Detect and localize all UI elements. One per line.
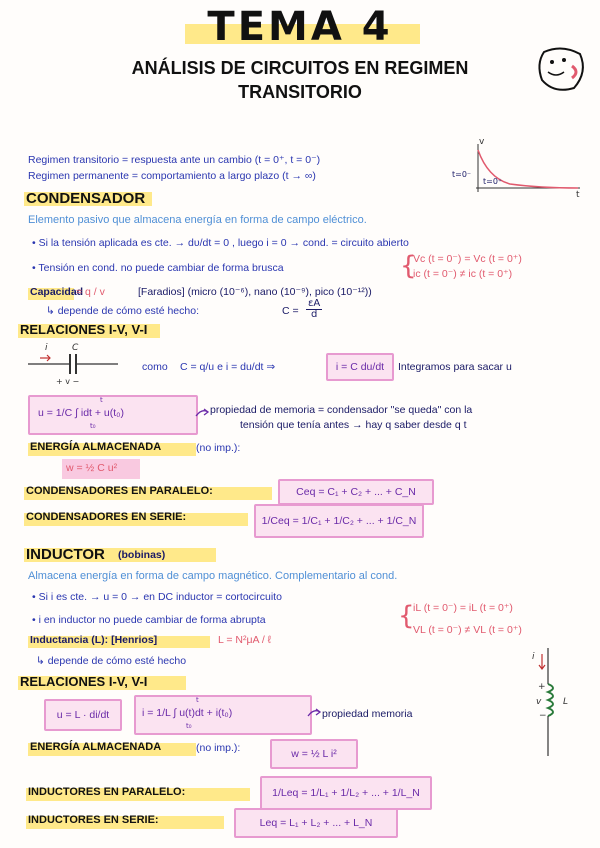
cap-depends: ↳ depende de cómo esté hecho: bbox=[46, 305, 199, 317]
doodle-face-icon bbox=[534, 42, 590, 98]
ind-rel-heading: RELACIONES I-V, V-I bbox=[20, 674, 148, 689]
ind-circuit-minus: − bbox=[539, 711, 547, 721]
ind-inductance-label: Inductancia (L): [Henrios] bbox=[30, 634, 158, 646]
cond-u-formula: u = 1/C ∫ idt + u(t₀) bbox=[38, 407, 125, 419]
ind-i-formula: i = 1/L ∫ u(t)dt + i(t₀) bbox=[142, 707, 233, 719]
intro-permanente: Regimen permanente = comportamiento a largo plazo (t → ∞) bbox=[28, 170, 316, 182]
cond-rel-heading: RELACIONES I-V, V-I bbox=[20, 322, 148, 337]
ind-depends: ↳ depende de cómo esté hecho bbox=[36, 655, 187, 667]
cond-memory-1: propiedad de memoria = condensador "se queda" con la bbox=[210, 404, 473, 416]
cap-formula-numerator: εA bbox=[308, 298, 321, 309]
ind-i-limit-bottom: t₀ bbox=[186, 722, 192, 730]
cond-continuity-i: ic (t = 0⁻) ≠ ic (t = 0⁺) bbox=[413, 268, 513, 280]
ind-circuit-l: L bbox=[563, 697, 569, 707]
cap-label: Capacidad bbox=[30, 286, 84, 298]
cond-ser-eq: 1/Ceq = 1/C₁ + 1/C₂ + ... + 1/C_N bbox=[254, 504, 424, 538]
ind-i-limit-top: t bbox=[196, 696, 199, 704]
cond-energy-eq: w = ½ C u² bbox=[66, 462, 118, 474]
cap-formula-fraction bbox=[306, 299, 322, 320]
cond-definition: Elemento pasivo que almacena energía en forma de campo eléctrico. bbox=[28, 214, 367, 226]
cap-units: [Faradios] (micro (10⁻⁶), nano (10⁻⁹), pico (10⁻¹²)) bbox=[138, 286, 372, 298]
cap-formula-denominator: d bbox=[310, 309, 318, 320]
graph-label-t0-minus: t=0⁻ bbox=[452, 170, 472, 179]
cond-como: como bbox=[142, 361, 168, 373]
cap-circuit-c: C bbox=[72, 343, 79, 353]
cond-memory-2: tensión que tenía antes → hay q saber desde q t bbox=[240, 419, 467, 431]
cond-u-limit-top: t bbox=[100, 396, 103, 404]
ind-memory: propiedad memoria bbox=[322, 708, 413, 720]
graph-label-t0-plus: t=0⁺ bbox=[483, 177, 503, 186]
ind-heading-note: (bobinas) bbox=[118, 549, 166, 561]
ind-circuit-plus: + bbox=[538, 682, 546, 692]
cap-formula-c: C = bbox=[282, 305, 299, 317]
ind-heading: INDUCTOR bbox=[26, 546, 105, 563]
ind-continuity-v: VL (t = 0⁻) ≠ VL (t = 0⁺) bbox=[413, 624, 522, 636]
ind-continuity-i: iL (t = 0⁻) = iL (t = 0⁺) bbox=[413, 602, 513, 614]
cond-i-formula-box: i = C du/dt bbox=[326, 353, 394, 381]
cond-energy-note: (no imp.): bbox=[196, 442, 241, 454]
graph-axis-t: t bbox=[576, 190, 580, 200]
subtitle-line-2: TRANSITORIO bbox=[238, 82, 362, 102]
cond-heading: CONDENSADOR bbox=[26, 190, 146, 207]
ind-energy-heading: ENERGÍA ALMACENADA bbox=[30, 741, 162, 753]
ind-inductance-formula: L = N²μA / ℓ bbox=[218, 634, 272, 646]
cap-definition: = q / v bbox=[76, 286, 105, 298]
ind-bullet-1: • Si i es cte. → u = 0 → en DC inductor = cortocircuito bbox=[32, 591, 282, 603]
ind-par-heading: INDUCTORES EN PARALELO: bbox=[28, 786, 186, 798]
ind-circuit-i: i bbox=[532, 652, 535, 662]
cond-continuity-v: Vc (t = 0⁻) = Vc (t = 0⁺) bbox=[413, 253, 522, 265]
intro-transitorio: Regimen transitorio = respuesta ante un cambio (t = 0⁺, t = 0⁻) bbox=[28, 154, 321, 166]
arrow-icon bbox=[194, 406, 210, 420]
cond-integramos: Integramos para sacar u bbox=[398, 361, 512, 373]
cond-par-heading: CONDENSADORES EN PARALELO: bbox=[26, 485, 213, 497]
page-title: TEMA 4 bbox=[207, 4, 393, 50]
page-subtitle bbox=[0, 56, 600, 104]
ind-bullet-2: • i en inductor no puede cambiar de forma abrupta bbox=[32, 614, 266, 626]
cond-u-limit-bottom: t₀ bbox=[90, 422, 96, 430]
inductor-circuit bbox=[528, 648, 568, 758]
arrow-icon bbox=[306, 706, 322, 720]
ind-ser-heading: INDUCTORES EN SERIE: bbox=[28, 814, 159, 826]
cond-bullet-1: • Si la tensión aplicada es cte. → dυ/dt = 0 , luego i = 0 → cond. = circuito abierto bbox=[32, 237, 409, 249]
cap-circuit-i: i bbox=[45, 343, 48, 353]
ind-circuit-v: v bbox=[536, 697, 542, 707]
ind-u-formula-box: u = L · di/dt bbox=[44, 699, 122, 731]
ind-par-eq: 1/Leq = 1/L₁ + 1/L₂ + ... + 1/L_N bbox=[260, 776, 432, 810]
cond-brace-icon: { bbox=[400, 251, 417, 281]
cap-circuit-polarity: + v − bbox=[56, 377, 80, 386]
ind-brace-icon: { bbox=[398, 601, 415, 631]
cond-energy-heading: ENERGÍA ALMACENADA bbox=[30, 441, 162, 453]
subtitle-line-1: ANÁLISIS DE CIRCUITOS EN REGIMEN bbox=[131, 58, 469, 78]
ind-energy-eq: w = ½ L i² bbox=[270, 739, 358, 769]
transient-graph bbox=[470, 140, 585, 200]
cond-ser-heading: CONDENSADORES EN SERIE: bbox=[26, 511, 187, 523]
cond-c-eq: C = q/u e i = du/dt ⇒ bbox=[180, 361, 276, 373]
cond-bullet-2: • Tensión en cond. no puede cambiar de forma brusca bbox=[32, 262, 284, 274]
ind-energy-note: (no imp.): bbox=[196, 742, 241, 754]
graph-axis-v: v bbox=[479, 137, 485, 147]
cond-par-eq: Ceq = C₁ + C₂ + ... + C_N bbox=[278, 479, 434, 505]
ind-ser-eq: Leq = L₁ + L₂ + ... + L_N bbox=[234, 808, 398, 838]
ind-definition: Almacena energía en forma de campo magnético. Complementario al cond. bbox=[28, 570, 398, 582]
